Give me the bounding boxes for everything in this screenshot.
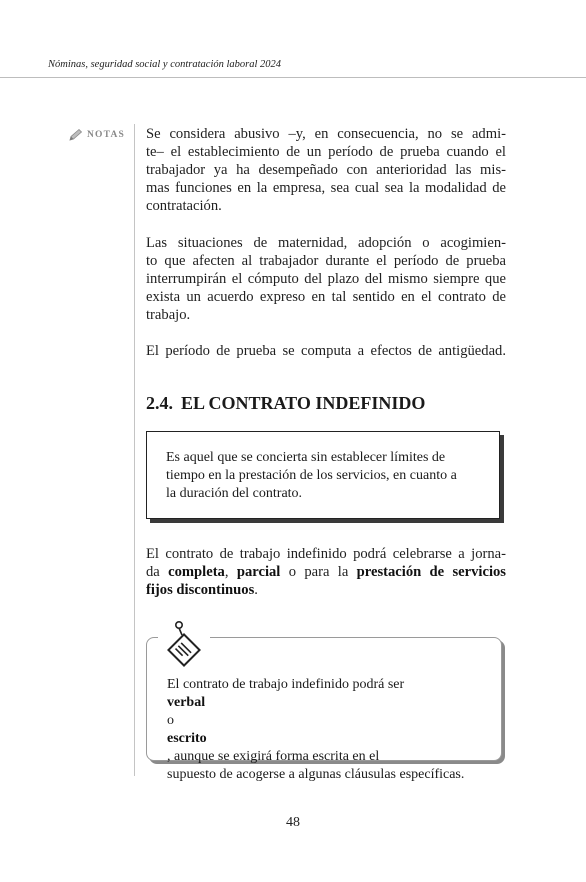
text-fragment: o (167, 713, 174, 728)
text-line: trabajo. (146, 307, 191, 323)
bold-term: prestación de servicios (356, 564, 506, 580)
bold-term: parcial (236, 564, 281, 580)
text-line (146, 563, 506, 581)
text-line: Se considera abusivo –y, en consecuencia, no se admi- (146, 126, 506, 142)
text-line: Las situaciones de maternidad, adopción o acogimien- (146, 235, 506, 251)
header-rule (0, 77, 586, 78)
text-line: exista un acuerdo expreso en tal sentido en el contrato de (146, 289, 506, 305)
paragraph-contract-types (146, 545, 506, 599)
section-number: 2.4. (146, 393, 173, 413)
running-header: Nóminas, seguridad social y contratación laboral 2024 (48, 59, 282, 70)
bold-term: fijos discontinuos (146, 582, 255, 598)
pencil-icon (68, 128, 84, 142)
note-pin-icon (163, 620, 205, 673)
bold-term: verbal (167, 695, 206, 710)
text-fragment: . (254, 582, 258, 598)
text-fragment: , (224, 564, 237, 580)
bold-term: escrito (167, 731, 207, 746)
text-line: contratación. (146, 198, 222, 214)
paragraph-seniority (146, 342, 506, 360)
text-line: El período de prueba se computa a efectos de antigüedad. (146, 343, 506, 359)
text-line: trabajador ya ha desempeñado con anterioridad las mis- (146, 162, 506, 178)
notes-label-group (68, 128, 125, 142)
text-line (146, 581, 506, 599)
definition-line: la duración del contrato. (166, 486, 303, 501)
section-title: EL CONTRATO INDEFINIDO (181, 393, 426, 413)
bold-term: completa (168, 564, 225, 580)
section-heading (146, 393, 425, 414)
text-fragment: da (146, 564, 169, 580)
text-line: to que afecten al trabajador durante el período de prueba (146, 253, 506, 269)
text-fragment: o para la (280, 564, 357, 580)
definition-line: tiempo en la prestación de los servicios, en cuanto a (166, 468, 457, 483)
paragraph-abusive-trial (146, 125, 506, 215)
note-line (167, 676, 464, 712)
note-line: supuesto de acogerse a algunas cláusulas específicas. (167, 767, 465, 782)
text-fragment: El contrato de trabajo indefinido podrá ser (167, 677, 405, 692)
page-number: 48 (286, 815, 300, 830)
text-line: te– el establecimiento de un período de prueba cuando el (146, 144, 506, 160)
text-line: interrumpirán el cómputo del plazo del mismo siempre que (146, 271, 506, 287)
definition-box (146, 431, 500, 519)
notes-label: NOTAS (87, 130, 126, 140)
note-line (167, 712, 464, 766)
text-line: mas funciones en la empresa, sea cual sea la modalidad de (146, 180, 506, 196)
margin-rule (134, 124, 135, 776)
text-line: El contrato de trabajo indefinido podrá celebrarse a jorna- (146, 546, 506, 562)
paragraph-maternity (146, 234, 506, 324)
text-fragment: , aunque se exigirá forma escrita en el (167, 749, 380, 764)
definition-line: Es aquel que se concierta sin establecer límites de (166, 450, 446, 465)
